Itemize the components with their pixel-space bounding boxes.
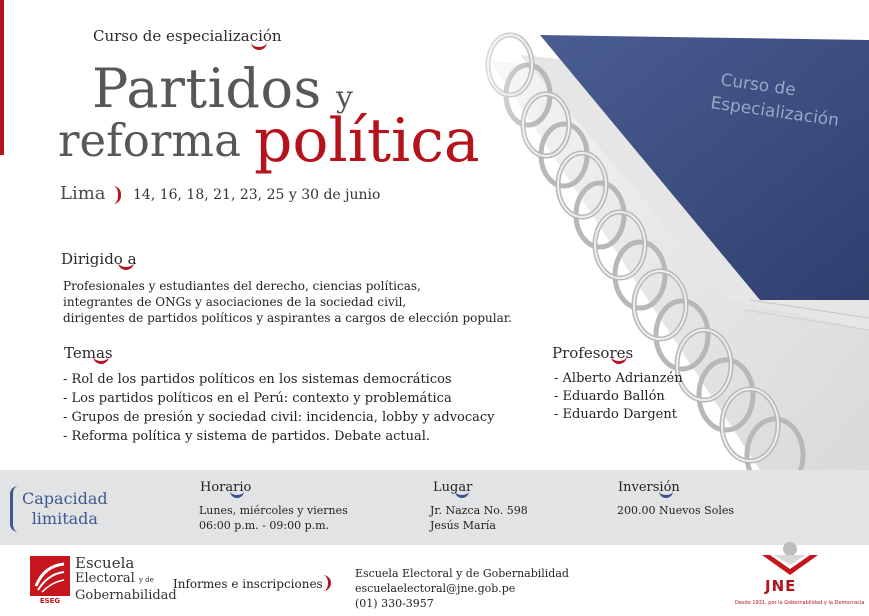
logo-line: Escuela xyxy=(75,554,135,572)
jne-tagline: Desde 1931, por la Gobernabilidad y la Democracia xyxy=(735,600,865,606)
course-dates: 14, 16, 18, 21, 23, 25 y 30 de junio xyxy=(133,187,381,203)
inversion-text xyxy=(617,503,734,518)
profesores-list xyxy=(554,370,683,424)
list-item: - Rol de los partidos políticos en los sistemas democráticos xyxy=(63,372,452,387)
eyebrow-accent xyxy=(251,41,267,50)
list-item: - Eduardo Dargent xyxy=(554,407,677,422)
inversion-heading: Inversión xyxy=(618,480,680,495)
dirigido-line: integrantes de ONGs y asociaciones de la sociedad civil, xyxy=(63,295,407,309)
logo-line-word: Electoral xyxy=(75,571,135,586)
dirigido-accent xyxy=(118,261,134,270)
contact-email[interactable]: escuelaelectoral@jne.gob.pe xyxy=(355,582,516,595)
city-label: Lima xyxy=(60,183,106,204)
eseg-badge: ESEG xyxy=(39,597,61,604)
horario-text xyxy=(199,503,348,533)
lugar-text xyxy=(430,503,528,533)
list-item: - Los partidos políticos en el Perú: contexto y problemática xyxy=(63,391,452,406)
contact-org: Escuela Electoral y de Gobernabilidad xyxy=(355,567,569,580)
capacidad-limitada xyxy=(22,489,108,529)
eseg-logo-text xyxy=(75,556,177,603)
informes-accent xyxy=(323,575,331,591)
lugar-address: Jr. Nazca No. 598 xyxy=(430,504,528,517)
temas-list xyxy=(63,370,495,446)
horario-heading: Horario xyxy=(200,480,252,495)
title-y: y xyxy=(336,80,353,115)
capacidad-accent xyxy=(10,486,18,532)
jne-name: JNE xyxy=(765,577,797,595)
capacidad-line: limitada xyxy=(31,509,98,528)
title-partidos: Partidos xyxy=(92,57,322,120)
lugar-heading: Lugar xyxy=(433,480,473,495)
city-accent xyxy=(113,186,121,204)
logo-line: Gobernabilidad xyxy=(75,588,177,603)
list-item: - Alberto Adrianzén xyxy=(554,371,683,386)
lugar-district: Jesús María xyxy=(430,519,496,532)
contact-phone: (01) 330-3957 xyxy=(355,597,434,610)
capacidad-line: Capacidad xyxy=(22,489,108,508)
course-type: Curso de especialización xyxy=(93,27,282,45)
dirigido-line: Profesionales y estudiantes del derecho, ciencias políticas, xyxy=(63,279,421,293)
list-item: - Reforma política y sistema de partidos. Debate actual. xyxy=(63,429,430,444)
title-politica: política xyxy=(254,106,480,176)
dirigido-heading: Dirigido a xyxy=(61,250,137,268)
jne-logo-icon xyxy=(760,541,820,579)
temas-heading: Temas xyxy=(64,344,113,362)
list-item: - Grupos de presión y sociedad civil: incidencia, lobby y advocacy xyxy=(63,410,495,425)
list-item: - Eduardo Ballón xyxy=(554,389,665,404)
temas-accent xyxy=(93,355,109,364)
dirigido-line: dirigentes de partidos políticos y aspirantes a cargos de elección popular. xyxy=(63,311,512,325)
logo-line-small: y de xyxy=(138,576,154,584)
left-red-rule xyxy=(0,0,4,155)
horario-hours: 06:00 p.m. - 09:00 p.m. xyxy=(199,519,330,532)
inversion-price: 200.00 Nuevos Soles xyxy=(617,504,735,517)
informes-label: Informes e inscripciones xyxy=(173,577,323,591)
title-reforma: reforma xyxy=(58,114,241,167)
logo-line xyxy=(75,571,177,588)
eseg-logo-icon xyxy=(30,556,70,604)
horario-days: Lunes, miércoles y viernes xyxy=(199,504,348,517)
dirigido-text xyxy=(63,278,512,326)
contact-block xyxy=(355,566,569,611)
profesores-heading: Profesores xyxy=(552,344,634,362)
